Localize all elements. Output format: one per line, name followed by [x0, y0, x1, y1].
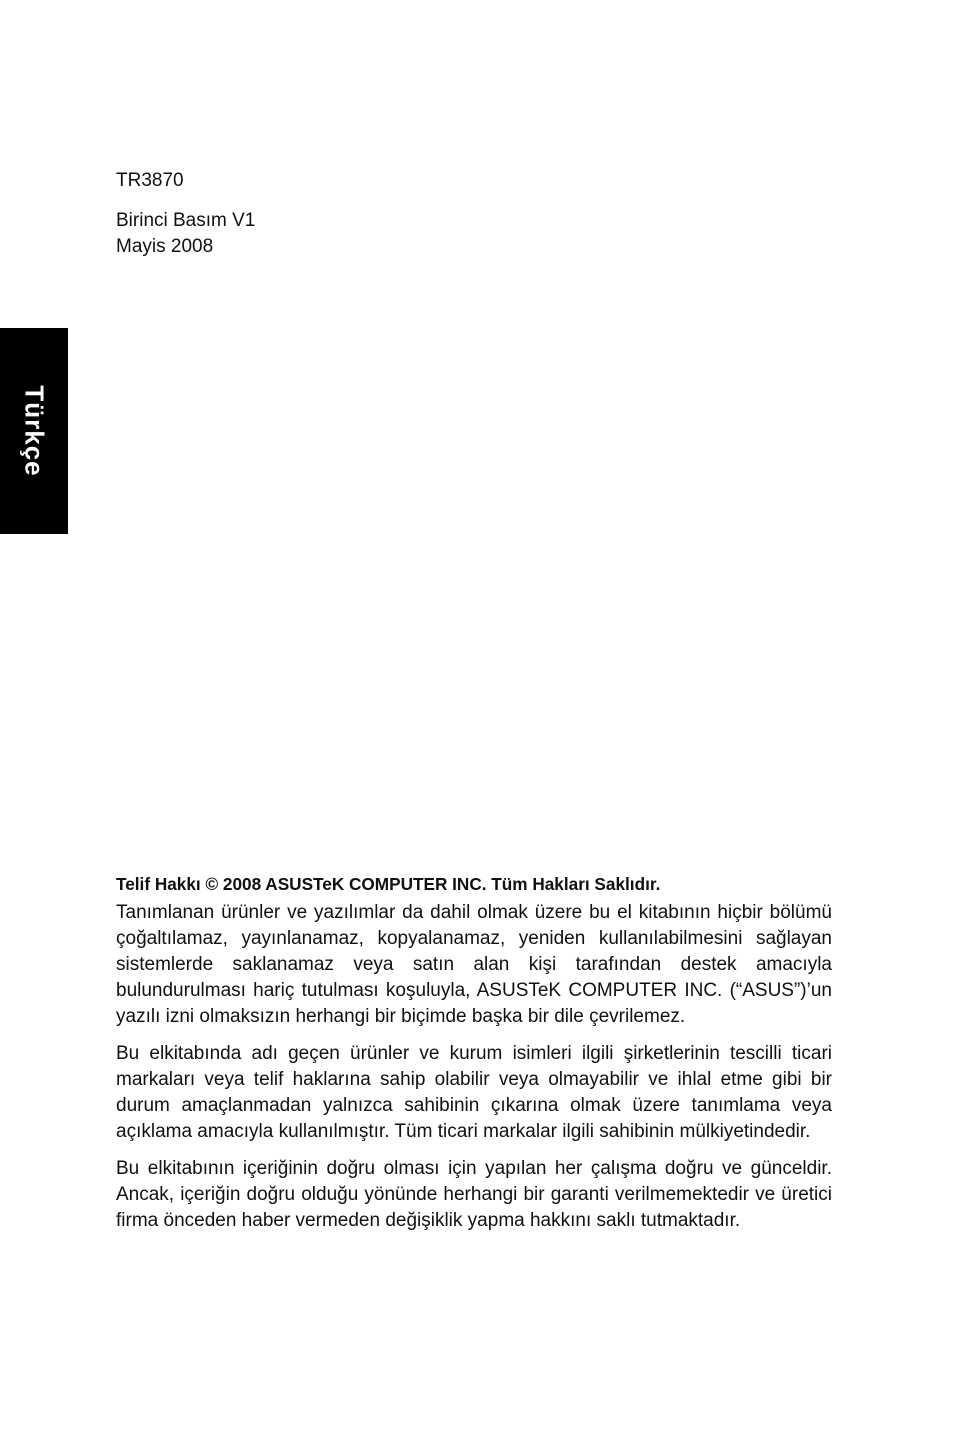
copyright-heading: Telif Hakkı © 2008 ASUSTeK COMPUTER INC. Tüm Hakları Saklıdır.: [116, 874, 661, 894]
edition-date: Mayis 2008: [116, 236, 214, 257]
edition-block: [116, 208, 255, 260]
disclaimer-paragraph: Bu elkitabının içeriğinin doğru olması için yapılan her çalışma doğru ve günceldir. Ancak, içeriğin doğru olduğu yönünde herhangi bir garanti verilmemektedir ve üretici firma önceden haber vermeden değişiklik yapma hakkını saklı tutmaktadır.: [116, 1158, 832, 1231]
trademark-paragraph: Bu elkitabında adı geçen ürünler ve kurum isimleri ilgili şirketlerinin tescilli ticari markaları veya telif haklarına sahip olabilir veya olmayabilir ve ihlal etme gibi bir durum amaçlanmadan yalnızca sahibinin çıkarına olmak üzere tanımlama veya açıklama amacıyla kullanılmıştır. Tüm ticari markalar ilgili sahibinin mülkiyetindedir.: [116, 1043, 832, 1142]
language-tab-label: Türkçe: [19, 385, 50, 477]
copyright-section: [116, 872, 832, 1245]
copyright-paragraph: Tanımlanan ürünler ve yazılımlar da dahil olmak üzere bu el kitabının hiçbir bölümü çoğaltılamaz, yayınlanamaz, kopyalanamaz, yeniden kullanılabilmesini sağlayan sistemlerde saklanamaz veya satın alan kişi tarafından destek amacıyla bulundurulması hariç tutulması koşuluyla, ASUSTeK COMPUTER INC. (“ASUS”)’un yazılı izni olmaksızın herhangi bir biçimde başka bir dile çevrilemez.: [116, 902, 832, 1027]
edition-label: Birinci Basım V1: [116, 210, 256, 231]
language-side-tab: [0, 328, 68, 534]
document-code: TR3870: [116, 170, 184, 191]
